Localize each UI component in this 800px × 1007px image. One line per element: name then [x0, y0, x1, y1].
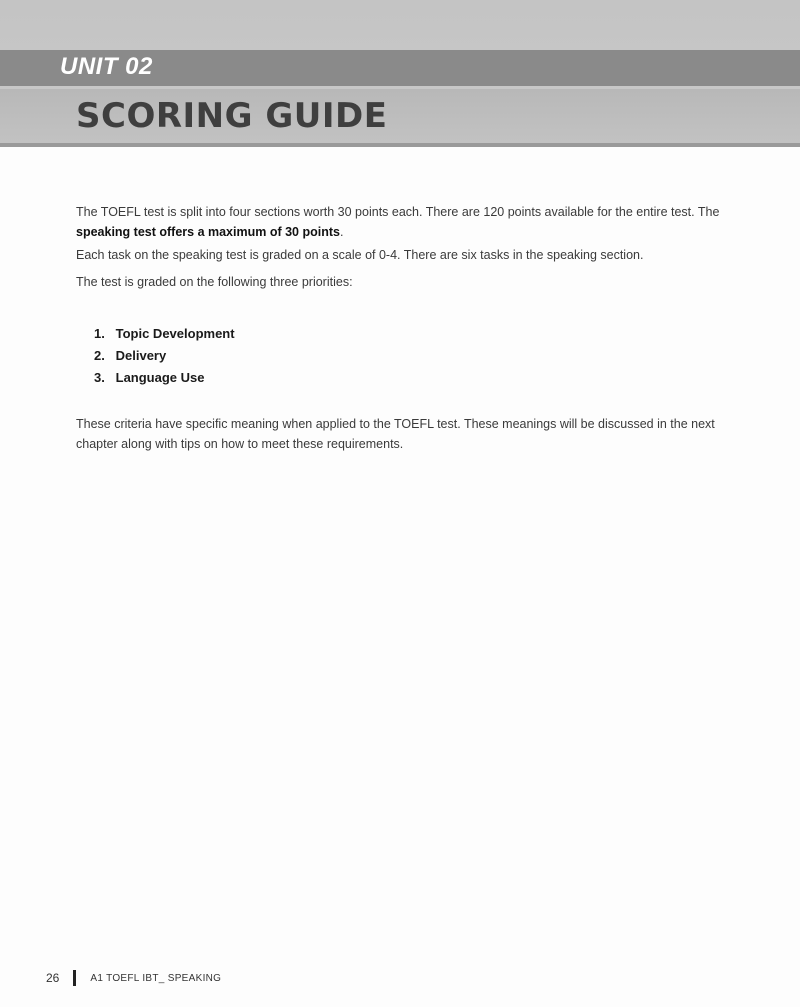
grading-scale-paragraph: Each task on the speaking test is graded on a scale of 0-4. There are six tasks in the speaking section.: [76, 248, 644, 262]
page-number: 26: [46, 971, 60, 985]
page-title: SCORING GUIDE: [76, 96, 388, 136]
criteria-paragraph: These criteria have specific meaning when applied to the TOEFL test. These meanings will be discussed in the next chapter along with tips on how to meet these requirements.: [76, 417, 715, 451]
footer-divider: [73, 970, 76, 986]
list-label: Topic Development: [115, 326, 235, 341]
intro-paragraph: [76, 202, 736, 242]
header-divider: [0, 143, 800, 147]
list-number: 2.: [94, 348, 105, 363]
priorities-intro: The test is graded on the following three priorities:: [76, 275, 353, 289]
book-title: A1 TOEFL IBT_ SPEAKING: [90, 972, 222, 984]
list-item: [94, 345, 235, 367]
list-item: [94, 323, 235, 345]
list-item: [94, 367, 235, 389]
priority-list: [94, 323, 235, 389]
page-footer: [46, 970, 221, 986]
intro-period: .: [339, 225, 344, 239]
list-number: 3.: [94, 370, 105, 385]
intro-text: The TOEFL test is split into four sections worth 30 points each. There are 120 points available for the entire test. The: [76, 205, 720, 219]
unit-label: UNIT 02: [60, 53, 153, 80]
list-number: 1.: [94, 326, 105, 341]
list-label: Language Use: [115, 370, 205, 385]
list-label: Delivery: [115, 348, 167, 363]
intro-emphasis: speaking test offers a maximum of 30 points: [76, 225, 340, 239]
